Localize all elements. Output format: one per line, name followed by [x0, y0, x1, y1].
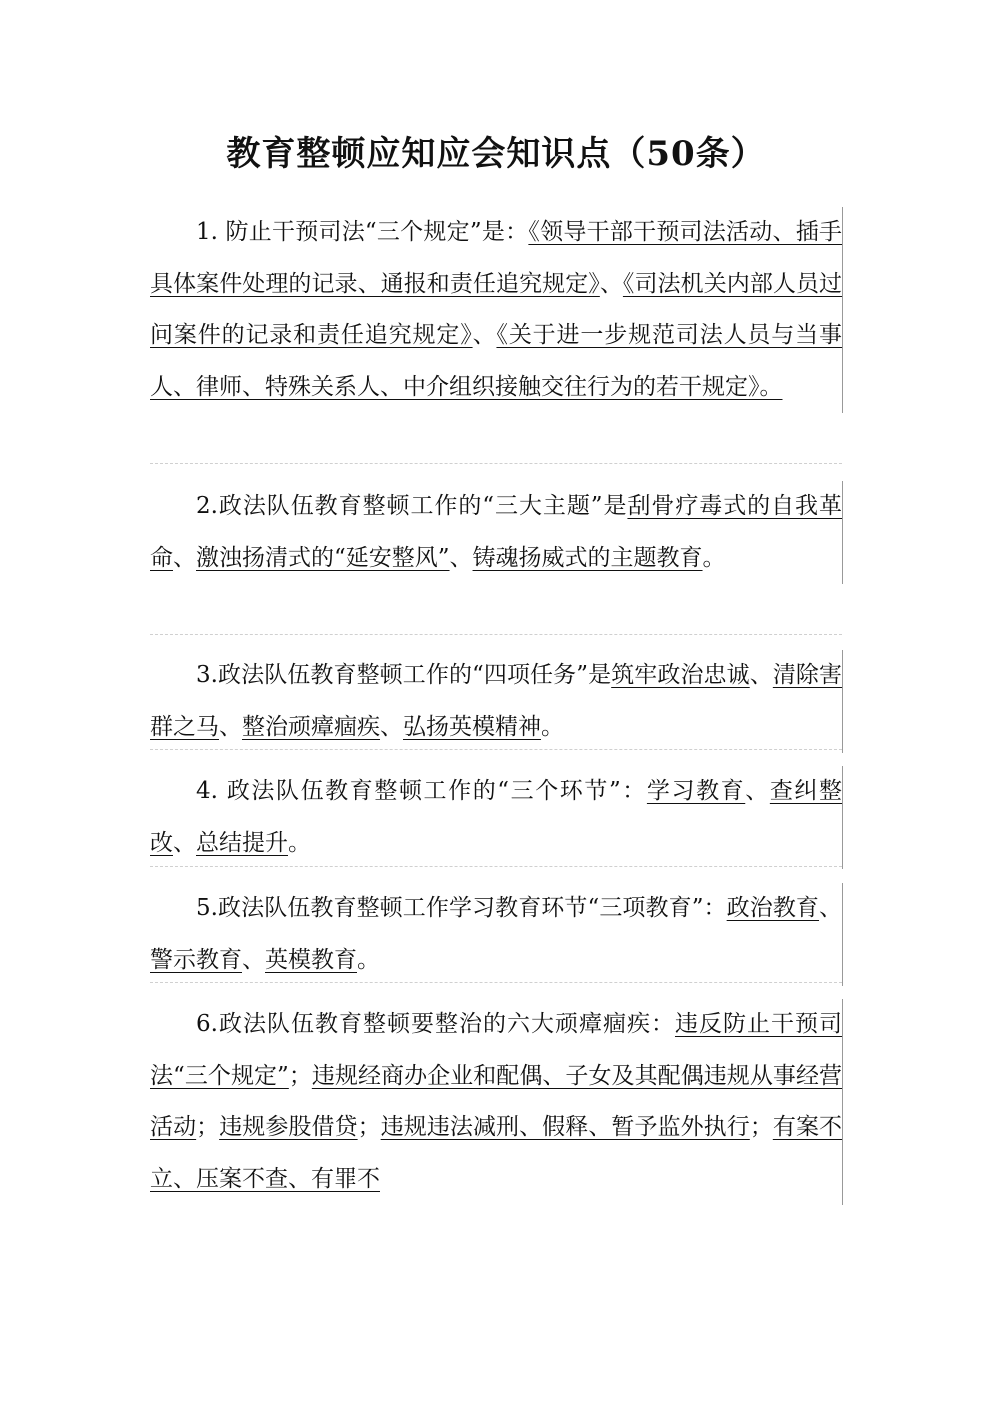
- underlined-answer: 弘扬英模精神: [403, 713, 541, 740]
- knowledge-item-3: [150, 650, 843, 753]
- underlined-answer: 有案不立、压案不查、有罪不: [150, 1114, 843, 1192]
- item-text: 、: [599, 270, 623, 297]
- underlined-answer: 《领导干部干预司法活动、插手具体案件处理的记录、通报和责任追究规定》: [150, 219, 842, 297]
- underlined-answer: 筑牢政治忠诚: [611, 662, 750, 688]
- underlined-answer: 学习教育: [646, 778, 746, 804]
- item-divider: [150, 749, 842, 750]
- item-text: 、: [745, 778, 770, 804]
- underlined-answer: 违规违法减刑、假释、暂予监外执行: [380, 1114, 750, 1140]
- item-text: 、: [380, 713, 403, 740]
- knowledge-item-4: [150, 766, 843, 869]
- item-text: 。: [541, 713, 564, 740]
- item-text: 、: [173, 544, 196, 571]
- knowledge-item-5: [150, 883, 843, 986]
- item-text: ；: [749, 1114, 773, 1140]
- underlined-answer: 违反防止干预司法“三个规定”: [150, 1011, 842, 1089]
- item-text: ；: [357, 1114, 381, 1140]
- item-text: 6.政法队伍教育整顿要整治的六大顽瘴痼疾：: [196, 1011, 675, 1037]
- item-text: 4. 政法队伍教育整顿工作的“三个环节”：: [196, 778, 647, 804]
- document-title: 教育整顿应知应会知识点（50条）: [226, 134, 766, 174]
- item-divider: [150, 463, 842, 464]
- underlined-answer: 铸魂扬威式的主题教育: [472, 544, 703, 571]
- underlined-answer: 刮骨疗毒式的自我革命: [150, 493, 843, 571]
- underlined-answer: 《关于进一步规范司法人员与当事人、律师、特殊关系人、中介组织接触交往行为的若干规定》。: [150, 322, 843, 400]
- item-text: 1. 防止干预司法“三个规定”是：: [196, 219, 529, 245]
- underlined-answer: 总结提升: [196, 829, 288, 856]
- item-text: 、: [749, 662, 773, 688]
- item-text: 。: [357, 946, 380, 973]
- underlined-answer: 违规经商办企业和配偶、子女及其配偶违规从事经营活动: [150, 1062, 842, 1140]
- item-text: ；: [288, 1062, 312, 1089]
- item-text: 。: [702, 544, 726, 571]
- knowledge-item-1: [150, 207, 843, 413]
- item-text: 、: [219, 713, 242, 740]
- underlined-answer: 激浊扬清式的“延安整风”: [196, 544, 450, 571]
- knowledge-item-6: [150, 999, 843, 1205]
- underlined-answer: 《司法机关内部人员过问案件的记录和责任追究规定》: [150, 270, 843, 348]
- underlined-answer: 警示教育: [150, 946, 242, 973]
- item-text: 、: [449, 544, 473, 571]
- item-text: 3.政法队伍教育整顿工作的“四项任务”是: [196, 662, 612, 688]
- underlined-answer: 违规参股借贷: [219, 1114, 358, 1140]
- underlined-answer: 查纠整改: [150, 778, 843, 856]
- item-text: 、: [173, 829, 196, 856]
- item-divider: [150, 866, 842, 867]
- item-text: 2.政法队伍教育整顿工作的“三大主题”是: [196, 493, 628, 519]
- item-text: 5.政法队伍教育整顿工作学习教育环节“三项教育”：: [196, 895, 727, 921]
- item-text: 、: [242, 946, 265, 973]
- underlined-answer: 英模教育: [265, 946, 357, 973]
- underlined-answer: 整治顽瘴痼疾: [242, 713, 380, 740]
- item-text: 、: [819, 895, 843, 921]
- underlined-answer: 政治教育: [726, 895, 820, 921]
- item-divider: [150, 634, 842, 635]
- item-divider: [150, 982, 842, 983]
- underlined-answer: 清除害群之马: [150, 662, 843, 740]
- item-text: 。: [288, 829, 311, 856]
- item-text: 、: [472, 322, 497, 348]
- knowledge-item-2: [150, 481, 843, 584]
- item-text: ；: [196, 1114, 220, 1140]
